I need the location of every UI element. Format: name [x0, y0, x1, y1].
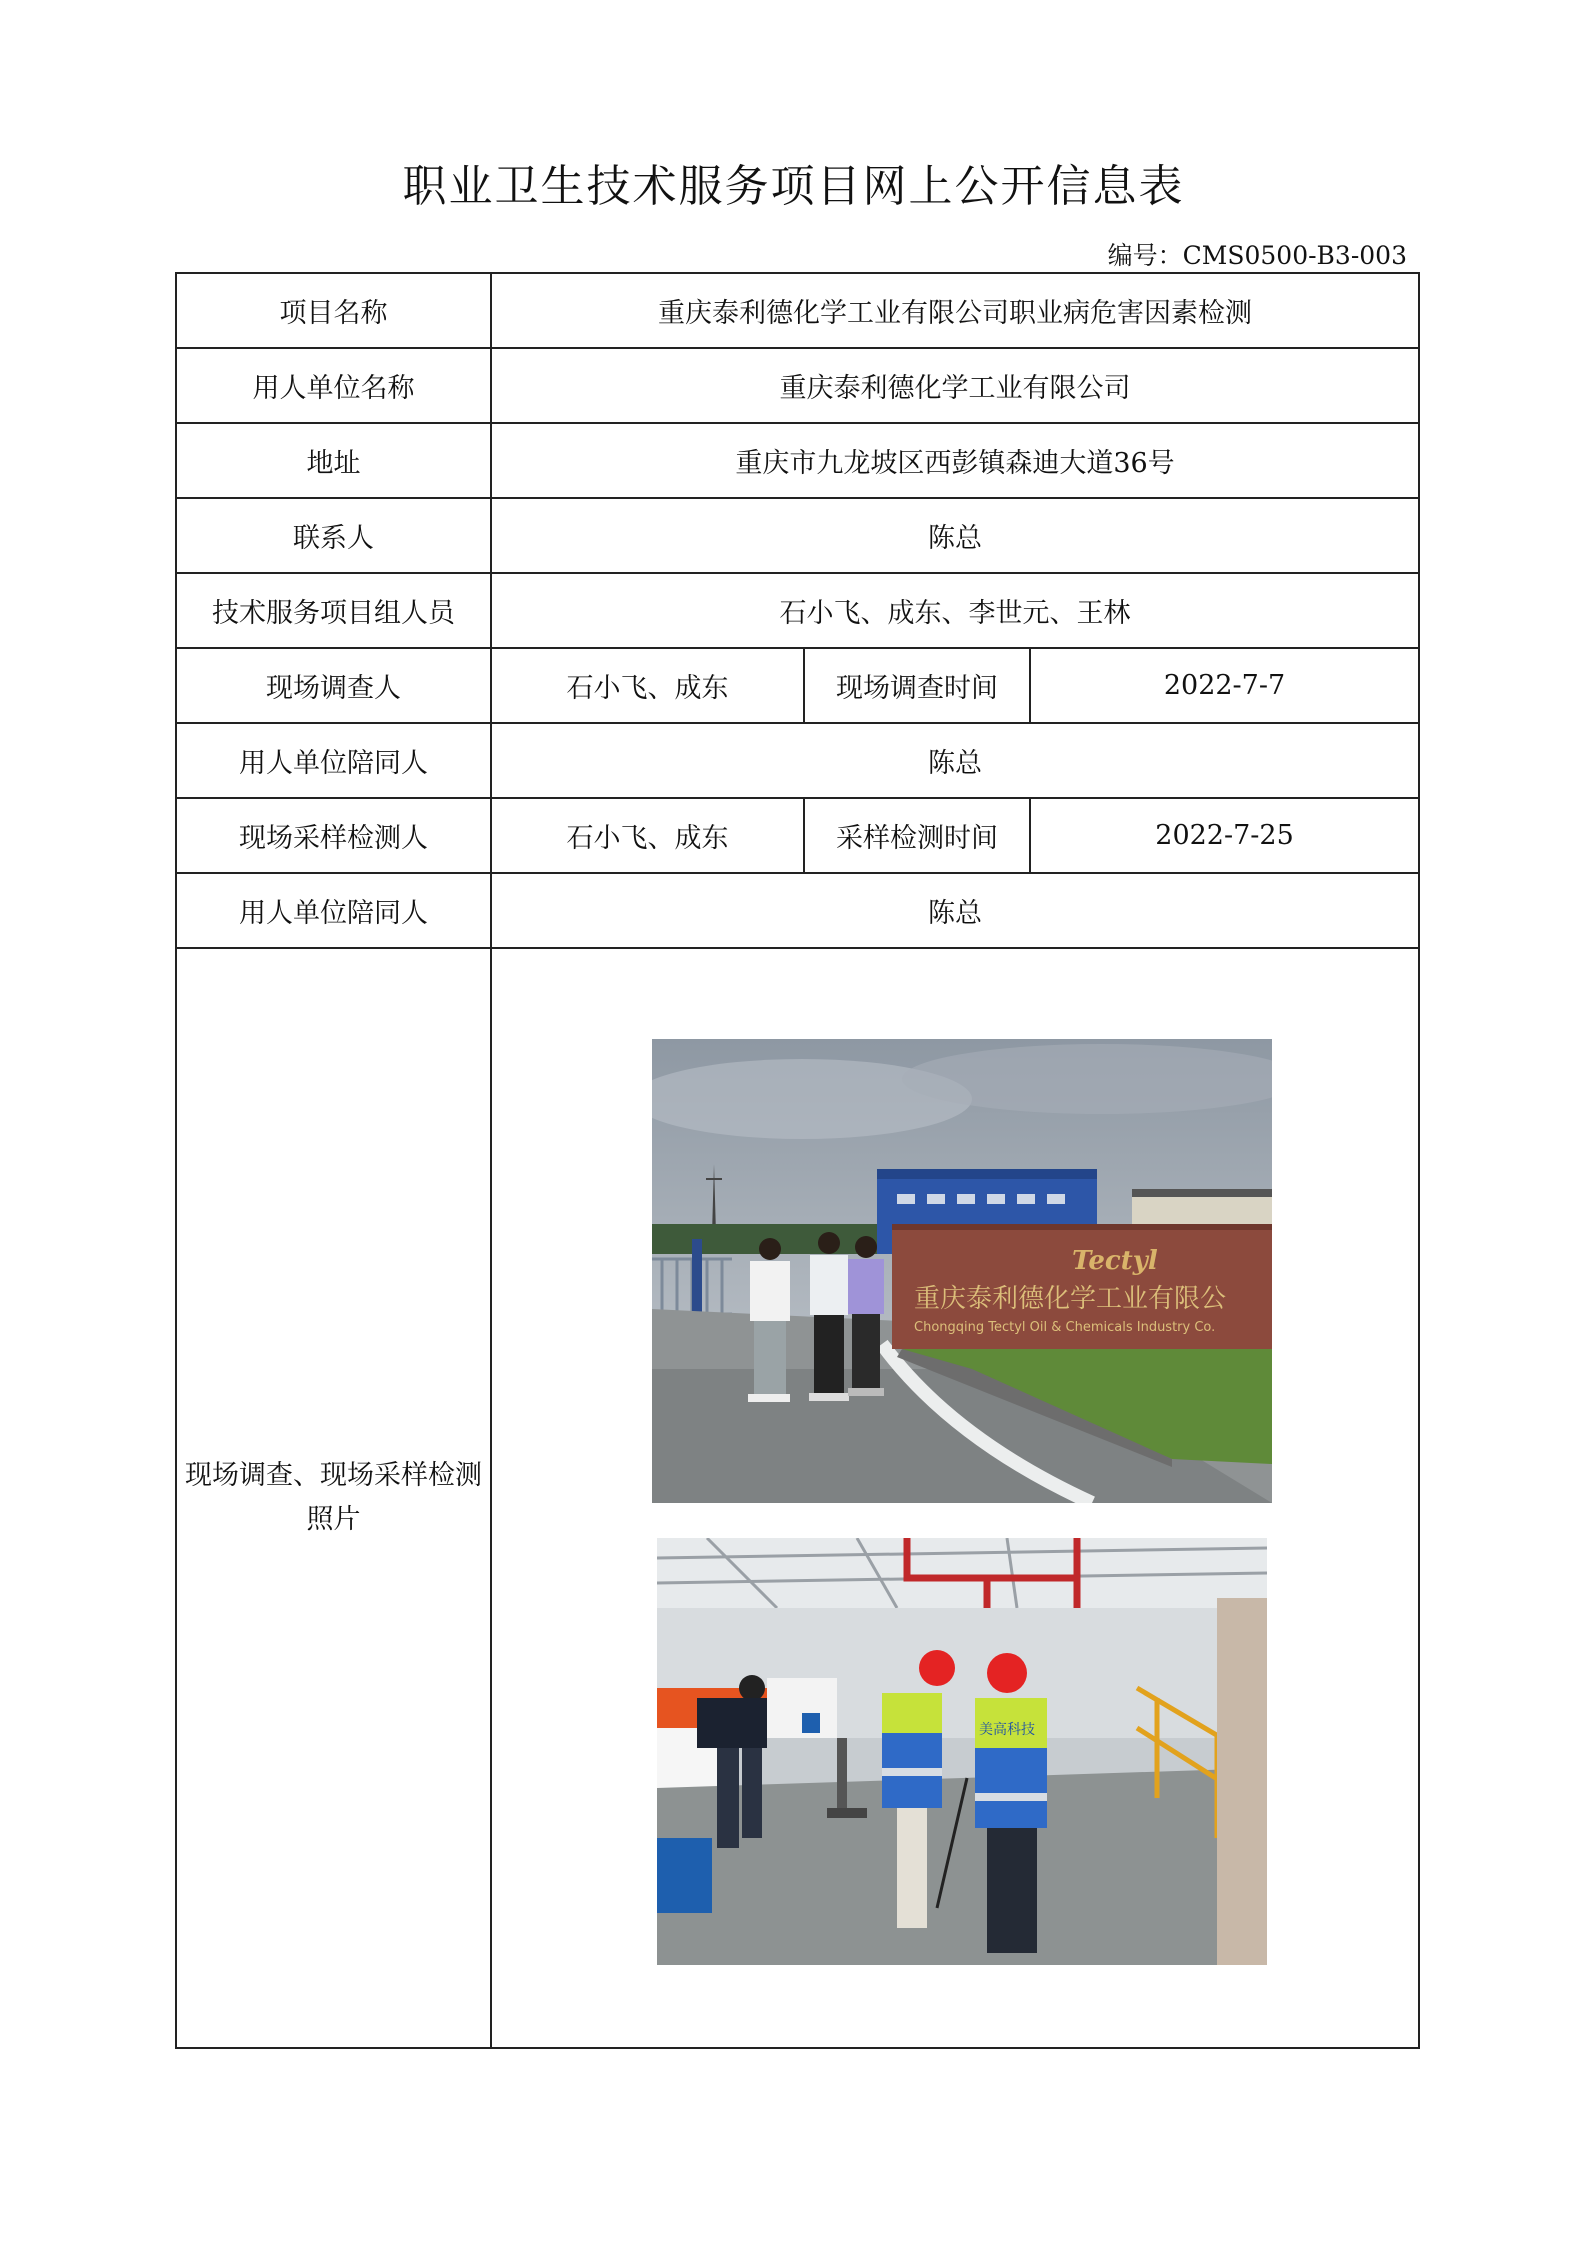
vest-text: 美高科技 — [979, 1722, 1035, 1738]
escort-1-value: 陈总 — [491, 723, 1419, 798]
photos-cell — [491, 948, 1419, 2048]
team-label: 技术服务项目组人员 — [176, 573, 491, 648]
page-title: 职业卫生技术服务项目网上公开信息表 — [402, 161, 1185, 212]
team-value: 石小飞、成东、李世元、王林 — [491, 573, 1419, 648]
sign-chinese: 重庆泰利德化学工业有限公 — [914, 1284, 1227, 1314]
escort-1-label: 用人单位陪同人 — [176, 723, 491, 798]
row-escort-1 — [176, 723, 1419, 798]
row-contact — [176, 498, 1419, 573]
person-3 — [848, 1236, 884, 1396]
person-2 — [809, 1232, 849, 1401]
contact-value: 陈总 — [491, 498, 1419, 573]
address-value: 重庆市九龙坡区西彭镇森迪大道36号 — [491, 423, 1419, 498]
survey-time-label: 现场调查时间 — [804, 648, 1030, 723]
survey-value: 石小飞、成东 — [491, 648, 804, 723]
row-sampling — [176, 798, 1419, 873]
sampling-value: 石小飞、成东 — [491, 798, 804, 873]
row-escort-2 — [176, 873, 1419, 948]
row-photos — [176, 948, 1419, 2048]
photos-label: 现场调查、现场采样检测照片 — [176, 948, 491, 2048]
row-address — [176, 423, 1419, 498]
sampling-time-value: 2022-7-25 — [1030, 798, 1419, 873]
sampling-time-label: 采样检测时间 — [804, 798, 1030, 873]
address-label: 地址 — [176, 423, 491, 498]
project-name-label: 项目名称 — [176, 273, 491, 348]
employer-name-value: 重庆泰利德化学工业有限公司 — [491, 348, 1419, 423]
row-team — [176, 573, 1419, 648]
person-1 — [748, 1238, 790, 1402]
row-survey — [176, 648, 1419, 723]
contact-label: 联系人 — [176, 498, 491, 573]
project-name-value: 重庆泰利德化学工业有限公司职业病危害因素检测 — [491, 273, 1419, 348]
survey-time-value: 2022-7-7 — [1030, 648, 1419, 723]
sampling-label: 现场采样检测人 — [176, 798, 491, 873]
sign-logo: Tectyl — [1072, 1246, 1158, 1276]
escort-2-label: 用人单位陪同人 — [176, 873, 491, 948]
info-table — [175, 272, 1420, 2049]
row-project-name — [176, 273, 1419, 348]
site-survey-photo — [652, 1039, 1272, 1503]
employer-name-label: 用人单位名称 — [176, 348, 491, 423]
row-employer-name — [176, 348, 1419, 423]
sign-english: Chongqing Tectyl Oil & Chemicals Industry Co. — [914, 1320, 1216, 1335]
escort-2-value: 陈总 — [491, 873, 1419, 948]
survey-label: 现场调查人 — [176, 648, 491, 723]
document-number: 编号：CMS0500-B3-003 — [1107, 241, 1407, 270]
sampling-photo — [657, 1538, 1267, 1965]
